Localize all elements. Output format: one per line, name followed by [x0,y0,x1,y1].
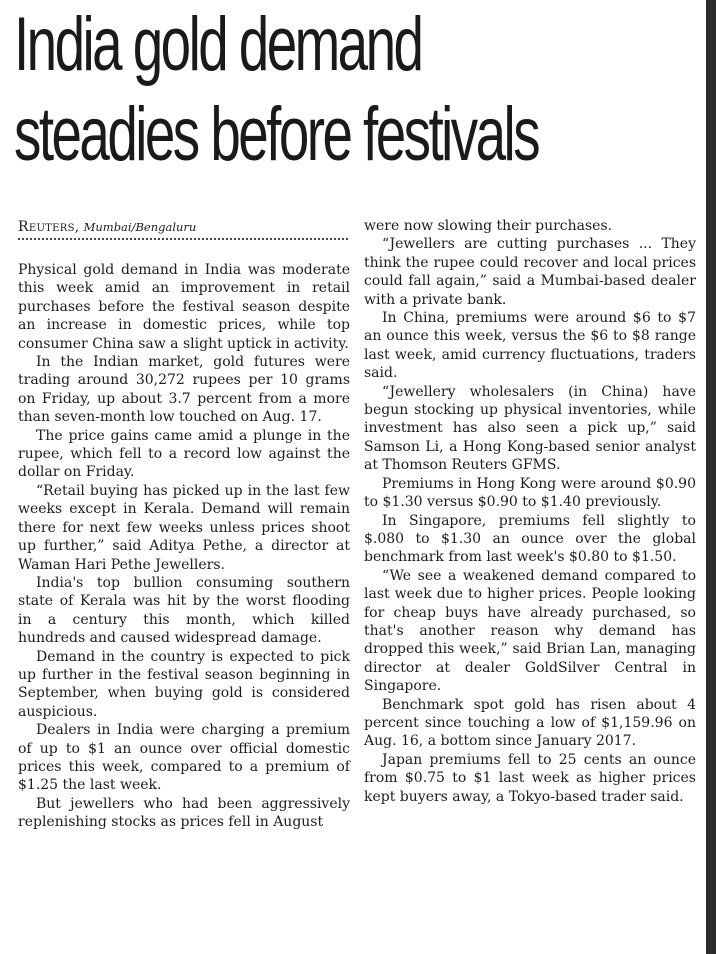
paragraph: “Jewellery wholesalers (in China) have begun stocking up physical inventories, while investment has also seen a pick up,” said Samson Li, a Hong Kong-based senior analyst at Thomson Reuters GFMS. [364,383,696,474]
article-column-1 [18,261,350,832]
paragraph: were now slowing their purchases. [364,218,613,234]
paragraph: “We see a weakened demand compared to last week due to higher prices. People looking for cheap buys have already purchased, so that's another reason why demand has dropped this week,” said Brian Lan, managing director at dealer GoldSilver Central in Singapore. [364,567,696,695]
paragraph: Benchmark spot gold has risen about 4 percent since touching a low of $1,159.96 on Aug. 16, a bottom since January 2017. [364,696,696,750]
byline [18,218,350,237]
byline-agency: Reuters, [18,219,80,235]
headline [14,0,539,180]
page-edge-shadow [706,0,716,954]
paragraph: In the Indian market, gold futures were trading around 30,272 rupees per 10 grams on Friday, up about 3.7 percent from a more than seven-month low touched on Aug. 17. [18,354,350,426]
paragraph: Japan premiums fell to 25 cents an ounce from $0.75 to $1 last week as higher prices kept buyers away, a Tokyo-based trader said. [364,751,696,805]
paragraph: Premiums in Hong Kong were around $0.90 to $1.30 versus $0.90 to $1.40 previously. [364,475,696,511]
paragraph: The price gains came amid a plunge in the rupee, which fell to a record low against the dollar on Friday. [18,427,350,481]
headline-line-2: steadies before festivals [14,92,539,177]
paragraph: “Retail buying has picked up in the last few weeks except in Kerala. Demand will remain there for next few weeks unless prices shoot up further,” said Aditya Pethe, a director at Waman Hari Pethe Jewellers. [18,482,350,573]
paragraph: Demand in the country is expected to pick up further in the festival season beginning in September, when buying gold is considered auspicious. [18,648,350,720]
paragraph: Dealers in India were charging a premium of up to $1 an ounce over official domestic prices this week, compared to a premium of $1.25 the last week. [18,722,350,794]
paragraph: “Jewellers are cutting purchases ... They think the rupee could recover and local prices could fall again,” said a Mumbai-based dealer with a private bank. [364,236,696,308]
paragraph: India's top bullion consuming southern state of Kerala was hit by the worst flooding in a century this month, which killed hundreds and caused widespread damage. [18,574,350,647]
dotted-divider [18,238,348,240]
headline-line-1: India gold demand [14,2,422,87]
paragraph: Physical gold demand in India was moderate this week amid an improvement in retail purchases before the festival season despite an increase in domestic prices, while top consumer China saw a slight uptick in activity. [18,262,350,352]
paragraph: In China, premiums were around $6 to $7 an ounce this week, versus the $6 to $8 range last week, amid currency fluctuations, traders said. [364,310,696,382]
byline-location: Mumbai/Bengaluru [83,220,197,234]
article-column-2 [364,217,696,806]
paragraph: In Singapore, premiums fell slightly to $.080 to $1.30 an ounce over the global benchmark from last week's $0.80 to $1.50. [364,512,696,566]
paragraph: But jewellers who had been aggressively replenishing stocks as prices fell in August [18,795,350,831]
